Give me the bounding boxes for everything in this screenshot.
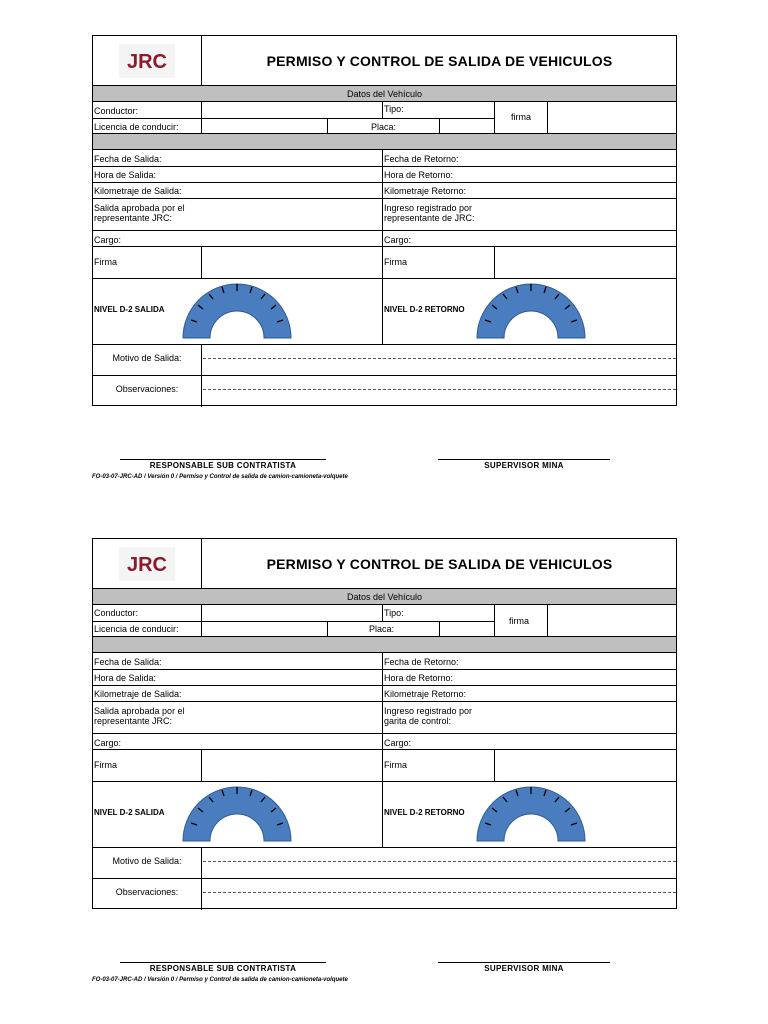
form-table <box>92 35 677 406</box>
jrc-logo <box>119 547 175 581</box>
firma-right-label: Firma <box>384 760 407 770</box>
nivel-retorno-label: NIVEL D-2 RETORNO <box>384 305 465 314</box>
fecha-retorno-label: Fecha de Retorno: <box>384 657 459 667</box>
sign-supervisor: SUPERVISOR MINA <box>484 461 564 470</box>
ingreso-label-1: Ingreso registrado por <box>384 203 473 213</box>
ingreso-label-1: Ingreso registrado por <box>384 706 473 716</box>
conductor-label: Conductor: <box>94 608 139 618</box>
form-code: FO-03-07-JRC-AD / Versión 0 / Permiso y Control de salida de camion-camioneta-volquete <box>92 977 348 983</box>
km-salida-label: Kilometraje de Salida: <box>94 186 182 196</box>
cargo-left-label: Cargo: <box>94 235 122 245</box>
firma-small-label: firma <box>509 616 529 626</box>
svg-text:JRC: JRC <box>126 554 168 576</box>
ingreso-label-2: representante de JRC: <box>384 213 475 223</box>
placa-label: Placa: <box>371 122 397 132</box>
fuel-gauge-salida-icon <box>181 783 293 843</box>
form-title: PERMISO Y CONTROL DE SALIDA DE VEHICULOS <box>266 555 613 572</box>
salida-aprobada-label-2: representante JRC: <box>94 213 173 223</box>
form-code: FO-03-07-JRC-AD / Versión 0 / Permiso y Control de salida de camion-camioneta-volquete <box>92 474 348 480</box>
placa-label: Placa: <box>369 624 395 634</box>
licencia-label: Licencia de conducir: <box>94 122 179 132</box>
hora-salida-label: Hora de Salida: <box>94 673 157 683</box>
salida-aprobada-label-2: representante JRC: <box>94 716 173 726</box>
fuel-gauge-retorno-icon <box>475 783 587 843</box>
observaciones-label: Observaciones: <box>115 384 179 394</box>
fuel-gauge-salida-icon <box>181 280 293 340</box>
svg-text:JRC: JRC <box>126 51 168 73</box>
salida-aprobada-label-1: Salida aprobada por el <box>94 203 185 213</box>
vehicle-data-header: Datos del Vehículo <box>346 88 423 99</box>
hora-retorno-label: Hora de Retorno: <box>384 673 454 683</box>
km-retorno-label: Kilometraje Retorno: <box>384 689 467 699</box>
km-retorno-label: Kilometraje Retorno: <box>384 186 467 196</box>
nivel-salida-label: NIVEL D-2 SALIDA <box>94 808 165 817</box>
fecha-retorno-label: Fecha de Retorno: <box>384 154 459 164</box>
nivel-salida-label: NIVEL D-2 SALIDA <box>94 305 165 314</box>
fuel-gauge-retorno-icon <box>475 280 587 340</box>
firma-left-label: Firma <box>94 760 117 770</box>
tipo-label: Tipo: <box>384 104 404 114</box>
tipo-label: Tipo: <box>384 608 404 618</box>
form-table <box>92 538 677 909</box>
licencia-label: Licencia de conducir: <box>94 624 179 634</box>
firma-right-label: Firma <box>384 257 407 267</box>
form-title: PERMISO Y CONTROL DE SALIDA DE VEHICULOS <box>266 52 613 69</box>
cargo-right-label: Cargo: <box>384 738 412 748</box>
firma-small-label: firma <box>511 112 531 122</box>
sign-responsable: RESPONSABLE SUB CONTRATISTA <box>149 461 297 470</box>
hora-salida-label: Hora de Salida: <box>94 170 157 180</box>
conductor-label: Conductor: <box>94 106 139 116</box>
firma-left-label: Firma <box>94 257 117 267</box>
jrc-logo <box>119 44 175 78</box>
cargo-right-label: Cargo: <box>384 235 412 245</box>
hora-retorno-label: Hora de Retorno: <box>384 170 454 180</box>
motivo-label: Motivo de Salida: <box>112 856 182 866</box>
motivo-label: Motivo de Salida: <box>112 353 182 363</box>
observaciones-label: Observaciones: <box>115 887 179 897</box>
ingreso-label-2: garita de control: <box>384 716 452 726</box>
nivel-retorno-label: NIVEL D-2 RETORNO <box>384 808 465 817</box>
salida-aprobada-label-1: Salida aprobada por el <box>94 706 185 716</box>
fecha-salida-label: Fecha de Salida: <box>94 154 162 164</box>
km-salida-label: Kilometraje de Salida: <box>94 689 182 699</box>
fecha-salida-label: Fecha de Salida: <box>94 657 162 667</box>
vehicle-data-header: Datos del Vehículo <box>346 591 423 602</box>
sign-responsable: RESPONSABLE SUB CONTRATISTA <box>149 964 297 973</box>
cargo-left-label: Cargo: <box>94 738 122 748</box>
sign-supervisor: SUPERVISOR MINA <box>484 964 564 973</box>
